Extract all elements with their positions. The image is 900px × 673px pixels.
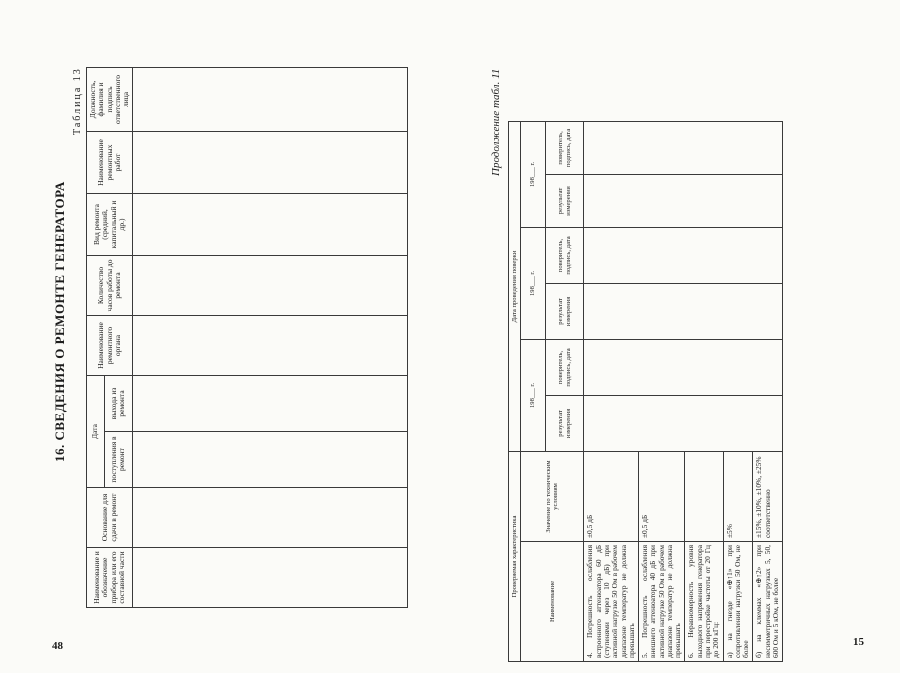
repair-table-wrapper	[86, 67, 408, 608]
row-name: б) на клеммах «⊕↑2» при несимметричных нагрузках 5, 50, 600 Ом и 5 кОм, не более	[753, 542, 783, 662]
header-result: результат измерения	[545, 283, 584, 339]
header-checked-group: Проверяемая характеристика	[509, 451, 521, 661]
header-year-3: 198___ г.	[521, 121, 545, 227]
row-name: 5. Погрешность ослабления внешнего аттенюатора 40 дБ при активной нагрузке 50 Ом в рабочем диапазоне температур не должна превышать	[639, 542, 685, 662]
header-value: Значение по техническим условиям	[521, 451, 584, 541]
table-label: Таблица 13	[72, 67, 83, 135]
header-repair-body: Наименование ремонтного органа	[87, 315, 133, 375]
continuation-label: Продолжение табл. 11	[490, 68, 502, 176]
row-value: ±0,5 дБ	[584, 451, 639, 541]
row-name: 6. Неравномерность уровня выходного напряжения генератора при перестройке частоты от 20 Гц до 200 кГц:	[685, 542, 723, 662]
right-page	[450, 0, 900, 673]
header-repair-works: Наименование ремонтных работ	[87, 131, 133, 193]
row-value	[685, 451, 723, 541]
verification-table	[508, 121, 783, 662]
header-hours: Количество часов работы до ремонта	[87, 255, 133, 315]
row-name: 4. Погрешность ослабления встроенного аттенюатора 60 дБ (ступенями через 10 дБ) при активной нагрузке 50 Ом в рабочем диапазоне температур не должна превышать	[584, 542, 639, 662]
page-number-right: 15	[853, 636, 864, 648]
header-basis: Основание для сдачи в ремонт	[87, 488, 133, 548]
header-result: результат измерения	[545, 174, 584, 227]
header-name: Наименование	[521, 542, 584, 662]
header-verifier: поверитель, подпись, дата	[545, 227, 584, 283]
header-date-group: Дата	[87, 375, 105, 487]
page-number-left: 48	[52, 640, 63, 652]
section-title: 16. СВЕДЕНИЯ О РЕМОНТЕ ГЕНЕРАТОРА	[52, 181, 67, 462]
header-year-2: 198___ г.	[521, 227, 545, 339]
header-repair-type: Вид ремонта (средний, капитальный и др.)	[87, 193, 133, 255]
header-signature: Должность, фамилия и подпись ответственного лица	[87, 67, 133, 131]
row-value: ±15%, ±10%, ±10%, ±25% соответственно	[753, 451, 783, 541]
header-name: Наименование и обозначение прибора или его составной части	[87, 548, 133, 608]
table-row	[133, 67, 408, 607]
header-verifier: поверитель, подпись, дата	[545, 339, 584, 395]
verification-table-wrapper	[508, 121, 783, 662]
header-result: результат измерения	[545, 395, 584, 451]
header-date-out: выхода из ремонта	[104, 375, 133, 431]
header-year-1: 198___ г.	[521, 339, 545, 451]
header-date-group: Дата проведения поверки	[509, 121, 521, 451]
header-date-in: поступления в ремонт	[104, 432, 133, 488]
row-value: ±5%	[723, 451, 753, 541]
repair-table	[86, 67, 408, 608]
header-verifier: поверитель, подпись, дата	[545, 121, 584, 174]
table-row	[584, 121, 639, 661]
row-name: а) на гнезде «⊕↑1» при сопротивлении нагрузки 50 Ом, не более	[723, 542, 753, 662]
row-value: ±0,5 дБ	[639, 451, 685, 541]
